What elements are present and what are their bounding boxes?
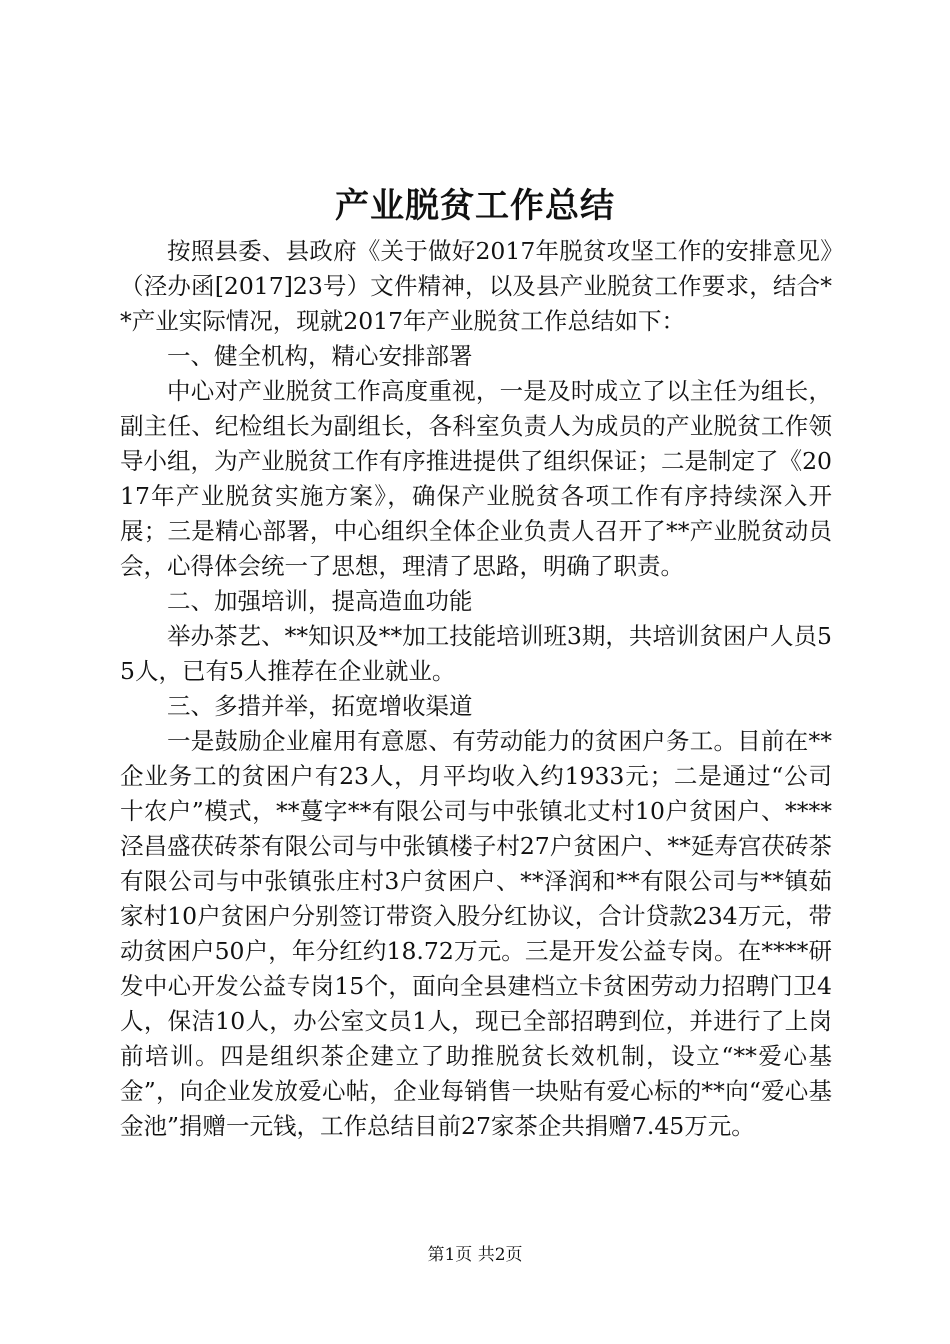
document-title: 产业脱贫工作总结 xyxy=(335,186,615,226)
section-2-paragraph: 举办茶艺、**知识及**加工技能培训班3期，共培训贫困户人员55人，已有5人推荐在企业就业。 xyxy=(120,622,832,685)
section-1-paragraph: 中心对产业脱贫工作高度重视，一是及时成立了以主任为组长，副主任、纪检组长为副组长，各科室负责人为成员的产业脱贫工作领导小组，为产业脱贫工作有序推进提供了组织保证；二是制定了《2017年产业脱贫实施方案》，确保产业脱贫各项工作有序持续深入开展；三是精心部署，中心组织全体企业负责人召开了**产业脱贫动员会，心得体会统一了思想，理清了思路，明确了职责。 xyxy=(120,377,832,580)
section-3-paragraph: 一是鼓励企业雇用有意愿、有劳动能力的贫困户务工。目前在**企业务工的贫困户有23人，月平均收入约1933元；二是通过“公司十农户”模式，**蔓字**有限公司与中张镇北丈村10户贫困户、****泾昌盛茯砖茶有限公司与中张镇楼子村27户贫困户、**延寿宫茯砖茶有限公司与中张镇张庄村3户贫困户、**泽润和**有限公司与**镇茹家村10户贫困户分别签订带资入股分红协议，合计贷款234万元，带动贫困户50户，年分红约18.72万元。三是开发公益专岗。在****研发中心开发公益专岗15个，面向全县建档立卡贫困劳动力招聘门卫4人，保洁10人，办公室文员1人，现已全部招聘到位，并进行了上岗前培训。四是组织茶企建立了助推脱贫长效机制，设立“**爱心基金”，向企业发放爱心帖，企业每销售一块贴有爱心标的**向“爱心基金池”捐赠一元钱，工作总结目前27家茶企共捐赠7.45万元。 xyxy=(120,727,832,1140)
page-footer: 第1页 共2页 xyxy=(427,1245,523,1265)
section-heading-1: 一、健全机构，精心安排部署 xyxy=(167,342,473,370)
intro-paragraph: 按照县委、县政府《关于做好2017年脱贫攻坚工作的安排意见》（泾办函[2017]23号）文件精神，以及县产业脱贫工作要求，结合**产业实际情况，现就2017年产业脱贫工作总结如下： xyxy=(120,237,832,335)
section-heading-2: 二、加强培训，提高造血功能 xyxy=(167,587,473,615)
document-body xyxy=(120,234,832,1144)
section-heading-3: 三、多措并举，拓宽增收渠道 xyxy=(167,692,473,720)
